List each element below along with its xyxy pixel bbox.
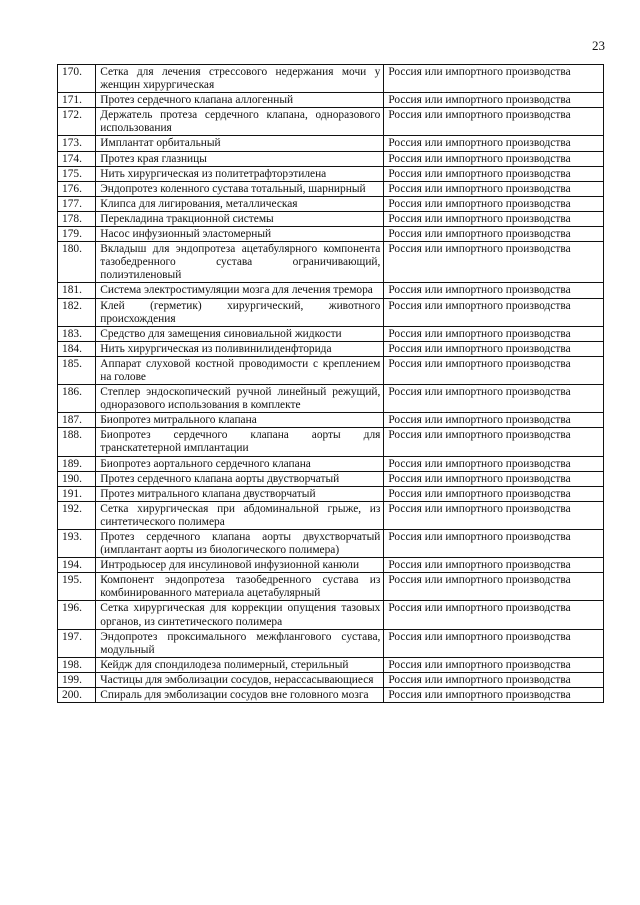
table-row [58,629,604,657]
table-row [58,196,604,211]
row-number: 196. [58,601,96,629]
item-name: Интродьюсер для инсулиновой инфузионной канюли [96,558,384,573]
row-number: 187. [58,413,96,428]
row-number: 182. [58,298,96,326]
table-row [58,181,604,196]
item-origin: Россия или импортного производства [384,573,604,601]
row-number: 186. [58,385,96,413]
item-name: Вкладыш для эндопротеза ацетабулярного компонента тазобедренного сустава ограничивающий, полиэтиленовый [96,242,384,283]
item-origin: Россия или импортного производства [384,471,604,486]
table-row [58,456,604,471]
item-origin: Россия или импортного производства [384,501,604,529]
row-number: 173. [58,136,96,151]
row-number: 171. [58,93,96,108]
item-name: Эндопротез проксимального межфлангового сустава, модульный [96,629,384,657]
item-origin: Россия или импортного производства [384,413,604,428]
item-origin: Россия или импортного производства [384,326,604,341]
table-row [58,601,604,629]
item-name: Система электростимуляции мозга для лечения тремора [96,283,384,298]
item-origin: Россия или импортного производства [384,227,604,242]
item-name: Аппарат слуховой костной проводимости с креплением на голове [96,356,384,384]
row-number: 172. [58,108,96,136]
item-name: Биопротез митрального клапана [96,413,384,428]
row-number: 185. [58,356,96,384]
item-origin: Россия или импортного производства [384,181,604,196]
items-table [57,64,604,703]
item-origin: Россия или импортного производства [384,385,604,413]
item-name: Клей (герметик) хирургический, животного происхождения [96,298,384,326]
item-name: Спираль для эмболизации сосудов вне головного мозга [96,688,384,703]
table-row [58,471,604,486]
item-origin: Россия или импортного производства [384,356,604,384]
row-number: 184. [58,341,96,356]
item-name: Кейдж для спондилодеза полимерный, стерильный [96,657,384,672]
row-number: 183. [58,326,96,341]
item-origin: Россия или импортного производства [384,688,604,703]
row-number: 180. [58,242,96,283]
item-name: Частицы для эмболизации сосудов, нерассасывающиеся [96,672,384,687]
table-row [58,573,604,601]
item-name: Сетка хирургическая при абдоминальной грыже, из синтетического полимера [96,501,384,529]
table-row [58,356,604,384]
item-name: Держатель протеза сердечного клапана, одноразового использования [96,108,384,136]
item-name: Нить хирургическая из политетрафторэтилена [96,166,384,181]
row-number: 178. [58,211,96,226]
table-row [58,151,604,166]
row-number: 177. [58,196,96,211]
row-number: 194. [58,558,96,573]
table-row [58,166,604,181]
table-row [58,283,604,298]
table-row [58,428,604,456]
item-name: Сетка хирургическая для коррекции опущения тазовых органов, из синтетического полимера [96,601,384,629]
row-number: 197. [58,629,96,657]
table-row [58,486,604,501]
table-row [58,385,604,413]
item-name: Степлер эндоскопический ручной линейный режущий, одноразового использования в комплекте [96,385,384,413]
row-number: 199. [58,672,96,687]
table-row [58,65,604,93]
table-row [58,108,604,136]
item-origin: Россия или импортного производства [384,166,604,181]
row-number: 179. [58,227,96,242]
table-row [58,672,604,687]
row-number: 190. [58,471,96,486]
item-origin: Россия или импортного производства [384,65,604,93]
table-row [58,211,604,226]
row-number: 181. [58,283,96,298]
table-row [58,657,604,672]
item-origin: Россия или импортного производства [384,108,604,136]
item-origin: Россия или импортного производства [384,93,604,108]
row-number: 200. [58,688,96,703]
table-row [58,530,604,558]
item-name: Насос инфузионный эластомерный [96,227,384,242]
item-name: Имплантат орбитальный [96,136,384,151]
item-origin: Россия или импортного производства [384,283,604,298]
row-number: 175. [58,166,96,181]
item-origin: Россия или импортного производства [384,486,604,501]
item-name: Нить хирургическая из поливинилиденфторида [96,341,384,356]
table-row [58,501,604,529]
row-number: 174. [58,151,96,166]
item-origin: Россия или импортного производства [384,672,604,687]
item-name: Средство для замещения синовиальной жидкости [96,326,384,341]
item-name: Компонент эндопротеза тазобедренного сустава из комбинированного материала ацетабулярный [96,573,384,601]
page-number: 23 [592,38,605,53]
item-name: Протез сердечного клапана аорты двустворчатый [96,471,384,486]
row-number: 191. [58,486,96,501]
table-row [58,298,604,326]
item-name: Протез сердечного клапана аллогенный [96,93,384,108]
item-origin: Россия или импортного производства [384,558,604,573]
item-origin: Россия или импортного производства [384,456,604,471]
item-origin: Россия или импортного производства [384,136,604,151]
table-row [58,688,604,703]
item-name: Протез митрального клапана двустворчатый [96,486,384,501]
table-row [58,341,604,356]
table-row [58,136,604,151]
item-name: Эндопротез коленного сустава тотальный, шарнирный [96,181,384,196]
row-number: 170. [58,65,96,93]
table-row [58,413,604,428]
item-origin: Россия или импортного производства [384,530,604,558]
item-origin: Россия или импортного производства [384,298,604,326]
item-origin: Россия или импортного производства [384,341,604,356]
row-number: 198. [58,657,96,672]
row-number: 193. [58,530,96,558]
table-row [58,558,604,573]
item-origin: Россия или импортного производства [384,428,604,456]
item-name: Перекладина тракционной системы [96,211,384,226]
row-number: 188. [58,428,96,456]
row-number: 189. [58,456,96,471]
item-origin: Россия или импортного производства [384,629,604,657]
item-origin: Россия или импортного производства [384,242,604,283]
row-number: 195. [58,573,96,601]
item-name: Биопротез аортального сердечного клапана [96,456,384,471]
item-name: Сетка для лечения стрессового недержания мочи у женщин хирургическая [96,65,384,93]
table-row [58,326,604,341]
table-row [58,227,604,242]
row-number: 192. [58,501,96,529]
item-name: Протез края глазницы [96,151,384,166]
item-origin: Россия или импортного производства [384,601,604,629]
item-origin: Россия или импортного производства [384,196,604,211]
item-name: Протез сердечного клапана аорты двухстворчатый (имплантант аорты из биологического полимера) [96,530,384,558]
item-origin: Россия или импортного производства [384,657,604,672]
items-table-body [58,65,604,703]
row-number: 176. [58,181,96,196]
table-row [58,93,604,108]
item-name: Клипса для лигирования, металлическая [96,196,384,211]
table-row [58,242,604,283]
item-origin: Россия или импортного производства [384,211,604,226]
item-name: Биопротез сердечного клапана аорты для транскатетерной имплантации [96,428,384,456]
item-origin: Россия или импортного производства [384,151,604,166]
